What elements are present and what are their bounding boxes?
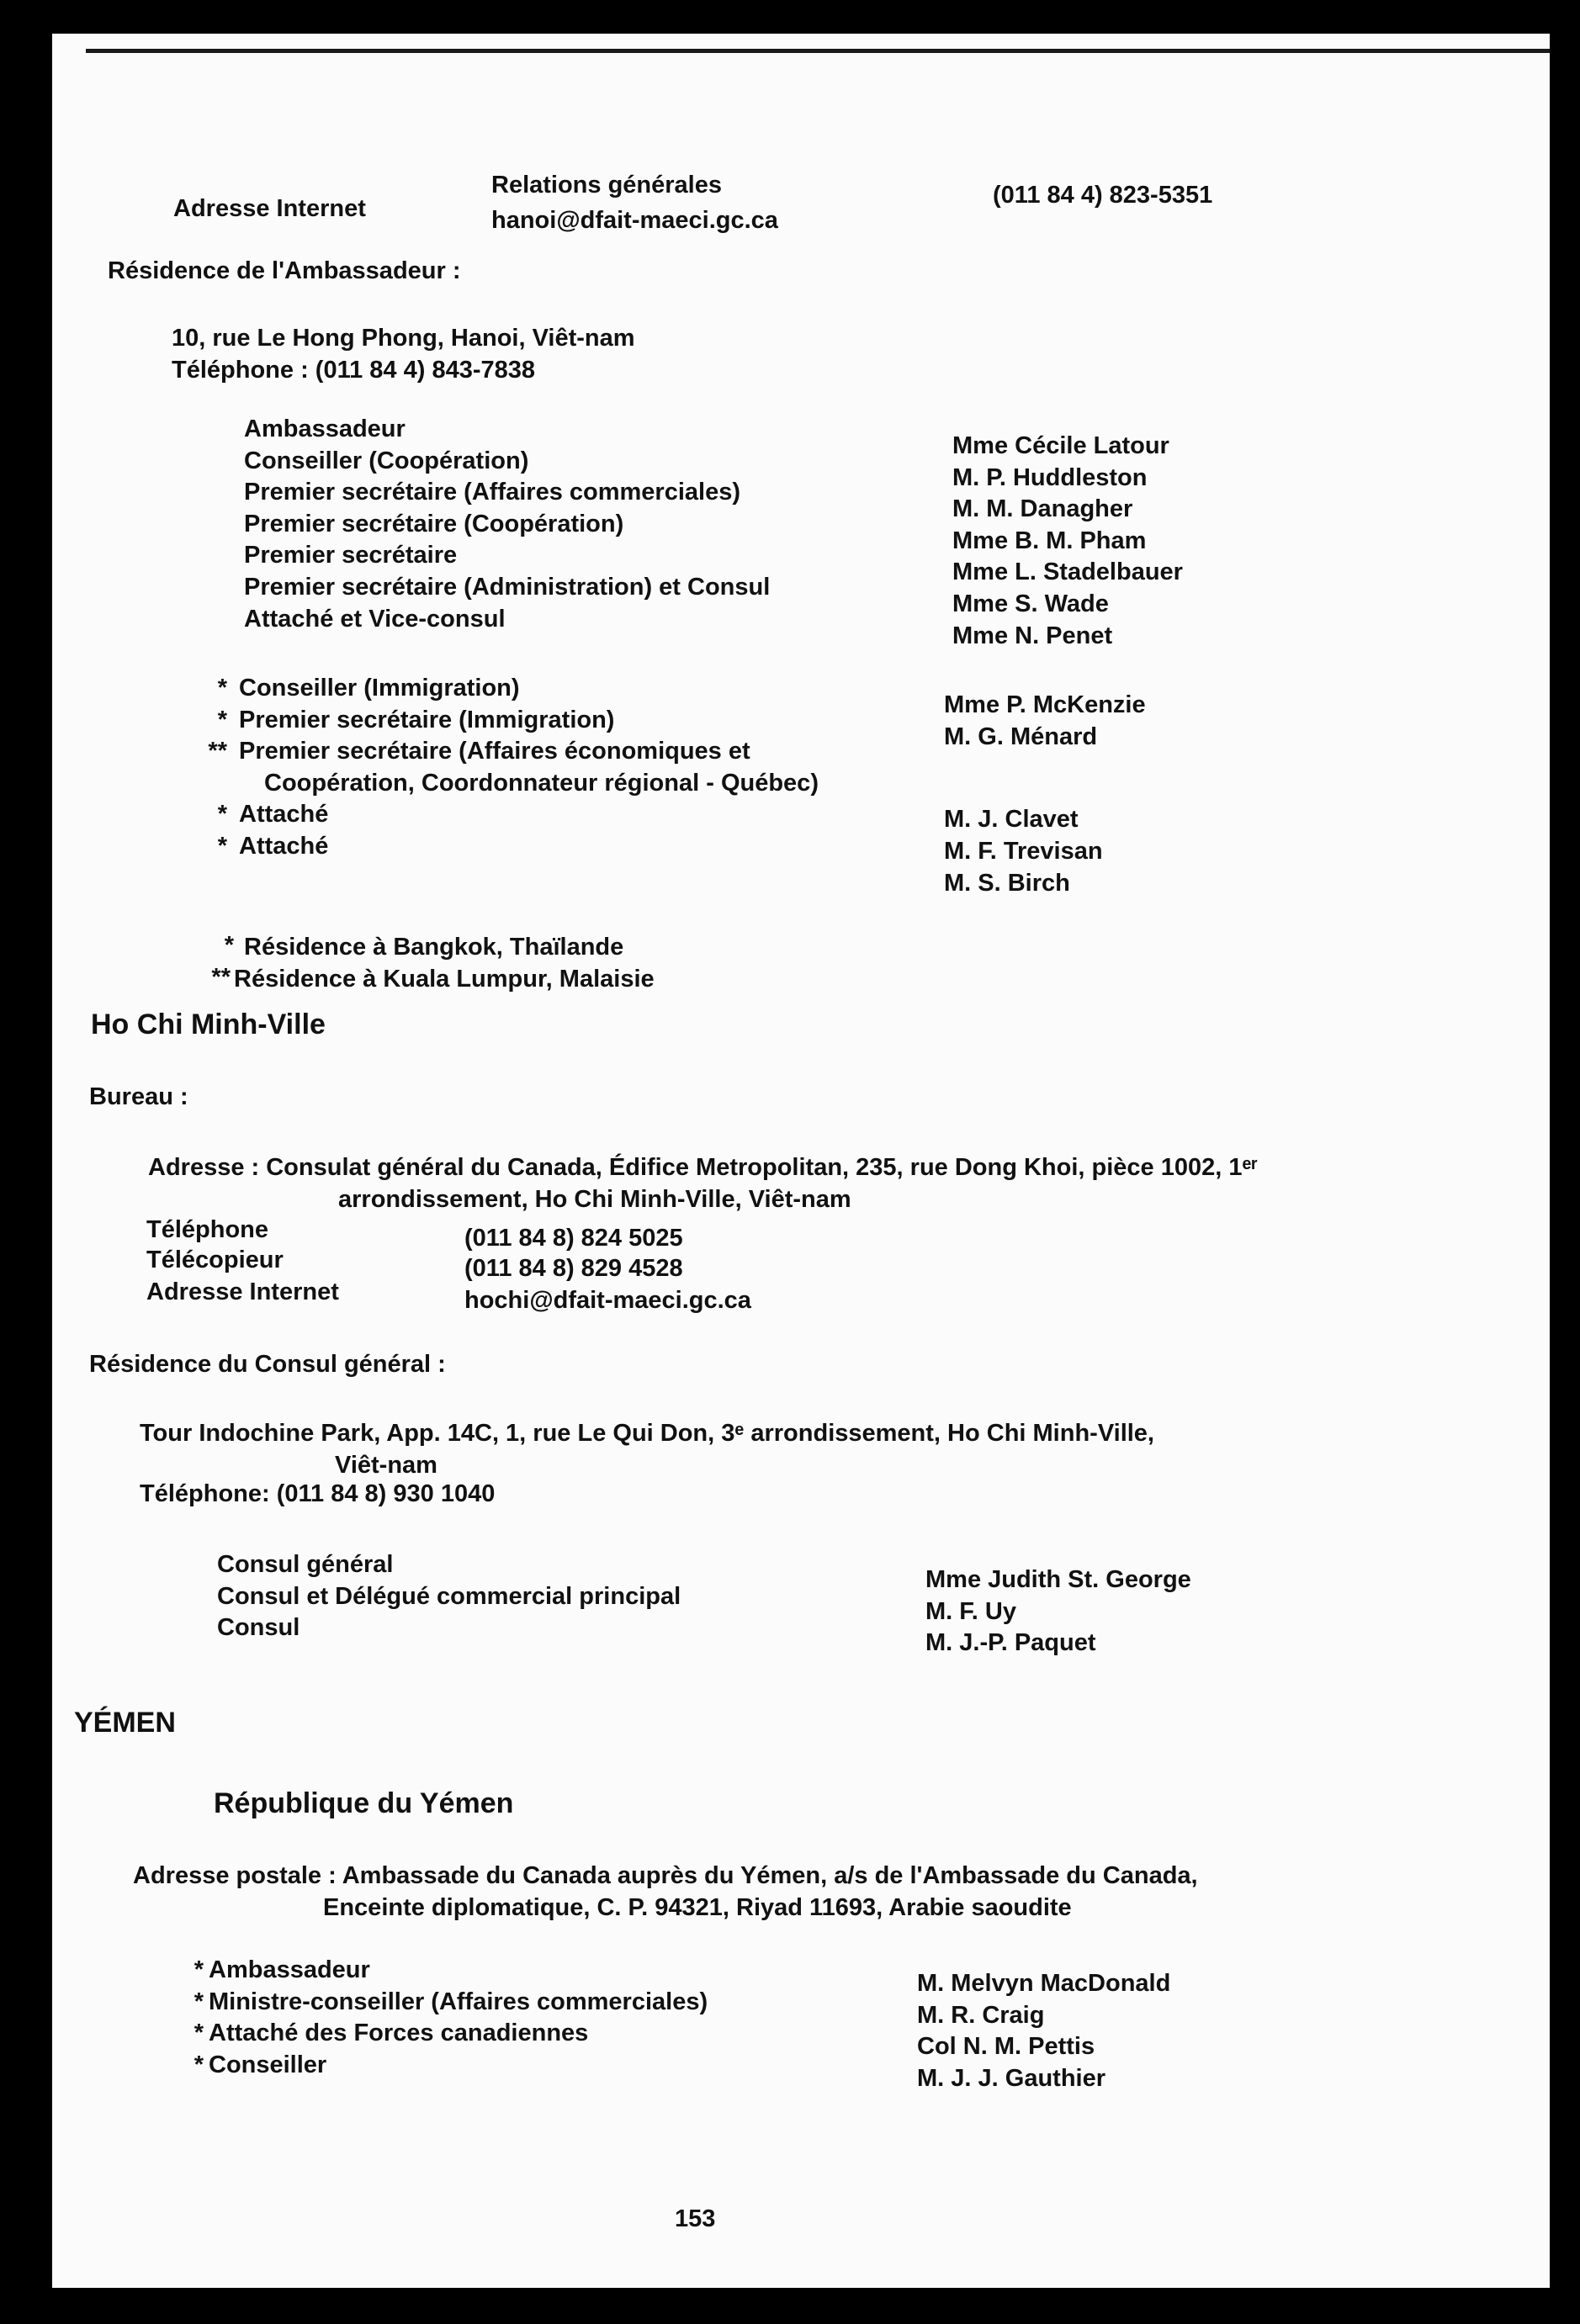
consul-residence-line1: Tour Indochine Park, App. 14C, 1, rue Le Qui Don, 3ᵉ arrondissement, Ho Chi Minh-Ville, bbox=[140, 1420, 1154, 1447]
hcmc-staff-names bbox=[925, 1564, 1191, 1660]
staff-title: Attaché bbox=[239, 832, 329, 860]
asterisk-marker: * bbox=[217, 706, 227, 733]
staff-name: M. S. Birch bbox=[944, 870, 1070, 897]
yemen-staff-names bbox=[917, 1968, 1170, 2094]
asterisk-marker: * bbox=[194, 1956, 204, 1983]
staff-title: Conseiller bbox=[209, 2051, 327, 2078]
consul-residence-line2: Viêt-nam bbox=[335, 1452, 437, 1479]
hanoi-internet-label: Adresse Internet bbox=[173, 195, 366, 222]
hcmc-web-label: Adresse Internet bbox=[146, 1278, 339, 1305]
staff-name: Mme Judith St. George bbox=[925, 1566, 1191, 1593]
asterisk-marker: * bbox=[194, 2051, 204, 2078]
residence-heading: Résidence de l'Ambassadeur : bbox=[108, 257, 461, 284]
staff-name: M. J.-P. Paquet bbox=[925, 1629, 1096, 1657]
hcmc-address-line1: Adresse : Consulat général du Canada, Édifice Metropolitan, 235, rue Dong Khoi, pièce 1002, 1ᵉʳ bbox=[148, 1154, 1258, 1181]
yemen-staff-titles bbox=[194, 1955, 708, 2081]
footnote-text: Résidence à Kuala Lumpur, Malaisie bbox=[234, 966, 655, 993]
hanoi-staff-names bbox=[952, 431, 1183, 652]
staff-title: Consul et Délégué commercial principal bbox=[217, 1582, 681, 1610]
asterisk-marker: * bbox=[217, 801, 227, 828]
document-page bbox=[52, 34, 1550, 2288]
staff-title: Attaché des Forces canadiennes bbox=[209, 2020, 589, 2047]
hcmc-web-value: hochi@dfait-maeci.gc.ca bbox=[464, 1287, 751, 1314]
hcmc-heading: Ho Chi Minh-Ville bbox=[91, 1008, 326, 1040]
staff-name: Mme S. Wade bbox=[952, 590, 1109, 617]
staff-name: M. F. Trevisan bbox=[944, 838, 1103, 865]
consul-residence-heading: Résidence du Consul général : bbox=[89, 1351, 446, 1378]
staff-name: M. P. Huddleston bbox=[952, 463, 1148, 491]
staff-title: Consul bbox=[217, 1614, 300, 1642]
staff-name: M. F. Uy bbox=[925, 1597, 1016, 1625]
staff-title: Premier secrétaire (Affaires commerciales) bbox=[244, 479, 740, 506]
staff-title: Attaché bbox=[239, 801, 329, 828]
asterisk-marker: * bbox=[217, 832, 227, 860]
consul-residence-phone: Téléphone: (011 84 8) 930 1040 bbox=[140, 1480, 496, 1507]
hcmc-fax-value: (011 84 8) 829 4528 bbox=[464, 1255, 683, 1282]
staff-name: Mme L. Stadelbauer bbox=[952, 559, 1183, 586]
footnote-marker: ** bbox=[211, 964, 231, 991]
hcmc-fax-label: Télécopieur bbox=[146, 1247, 284, 1273]
staff-title: Premier secrétaire (Administration) et Consul bbox=[244, 573, 771, 601]
hcmc-staff-titles bbox=[217, 1549, 681, 1644]
hcmc-address-line2: arrondissement, Ho Chi Minh-Ville, Viêt-nam bbox=[338, 1186, 851, 1213]
asterisk-marker: * bbox=[217, 675, 227, 701]
yemen-postal-line1: Adresse postale : Ambassade du Canada auprès du Yémen, a/s de l'Ambassade du Canada, bbox=[133, 1862, 1198, 1889]
staff-name: Mme B. M. Pham bbox=[952, 527, 1147, 554]
staff-title: Premier secrétaire (Coopération) bbox=[244, 510, 624, 537]
staff-title: Premier secrétaire (Immigration) bbox=[239, 706, 615, 733]
asterisk-marker: * bbox=[194, 1988, 204, 2015]
hcmc-tel-label: Téléphone bbox=[146, 1216, 269, 1243]
staff-name: M. J. J. Gauthier bbox=[917, 2064, 1105, 2092]
hanoi-phone: (011 84 4) 823-5351 bbox=[993, 182, 1213, 209]
staff-name: Col N. M. Pettis bbox=[917, 2033, 1095, 2061]
staff-title: Ambassadeur bbox=[244, 416, 406, 442]
page-number: 153 bbox=[675, 2205, 716, 2232]
staff-title: Premier secrétaire bbox=[244, 542, 458, 569]
yemen-republic-heading: République du Yémen bbox=[214, 1787, 514, 1819]
hcmc-tel-value: (011 84 8) 824 5025 bbox=[464, 1225, 683, 1252]
bureau-heading: Bureau : bbox=[89, 1083, 188, 1110]
footnote-text: Résidence à Bangkok, Thaïlande bbox=[244, 934, 624, 961]
staff-name: Mme Cécile Latour bbox=[952, 432, 1169, 459]
staff-title: Ministre-conseiller (Affaires commerciales) bbox=[209, 1988, 708, 2015]
yemen-country-heading: YÉMEN bbox=[74, 1707, 176, 1739]
staff-name: Mme P. McKenzie bbox=[944, 691, 1146, 718]
yemen-postal-line2: Enceinte diplomatique, C. P. 94321, Riyad 11693, Arabie saoudite bbox=[323, 1894, 1072, 1921]
asterisk-marker: ** bbox=[208, 738, 227, 765]
staff-title: Conseiller (Immigration) bbox=[239, 675, 520, 701]
staff-title: Premier secrétaire (Affaires économiques et bbox=[239, 738, 750, 765]
staff-name: M. R. Craig bbox=[917, 2001, 1045, 2029]
staff-title: Ambassadeur bbox=[209, 1956, 370, 1983]
staff-title: Attaché et Vice-consul bbox=[244, 605, 506, 633]
staff-name: Mme N. Penet bbox=[952, 622, 1113, 649]
staff-name: M. J. Clavet bbox=[944, 806, 1079, 833]
hanoi-staff-titles bbox=[244, 414, 770, 635]
residence-phone: Téléphone : (011 84 4) 843-7838 bbox=[172, 357, 535, 384]
staff-title: Conseiller (Coopération) bbox=[244, 447, 529, 474]
asterisk-marker: * bbox=[194, 2020, 204, 2047]
staff-name: M. M. Danagher bbox=[952, 495, 1133, 523]
staff-name: M. G. Ménard bbox=[944, 723, 1098, 750]
footnote-marker: * bbox=[224, 932, 234, 959]
hanoi-contact-desc: Relations générales bbox=[491, 172, 722, 199]
hanoi-email: hanoi@dfait-maeci.gc.ca bbox=[491, 207, 778, 234]
staff-name: M. Melvyn MacDonald bbox=[917, 1970, 1171, 1997]
top-rule bbox=[86, 49, 1550, 53]
residence-address: 10, rue Le Hong Phong, Hanoi, Viêt-nam bbox=[172, 325, 635, 352]
nonresident-titles bbox=[208, 673, 819, 863]
staff-title: Consul général bbox=[217, 1551, 394, 1578]
staff-title: Coopération, Coordonnateur régional - Québec) bbox=[264, 769, 819, 797]
